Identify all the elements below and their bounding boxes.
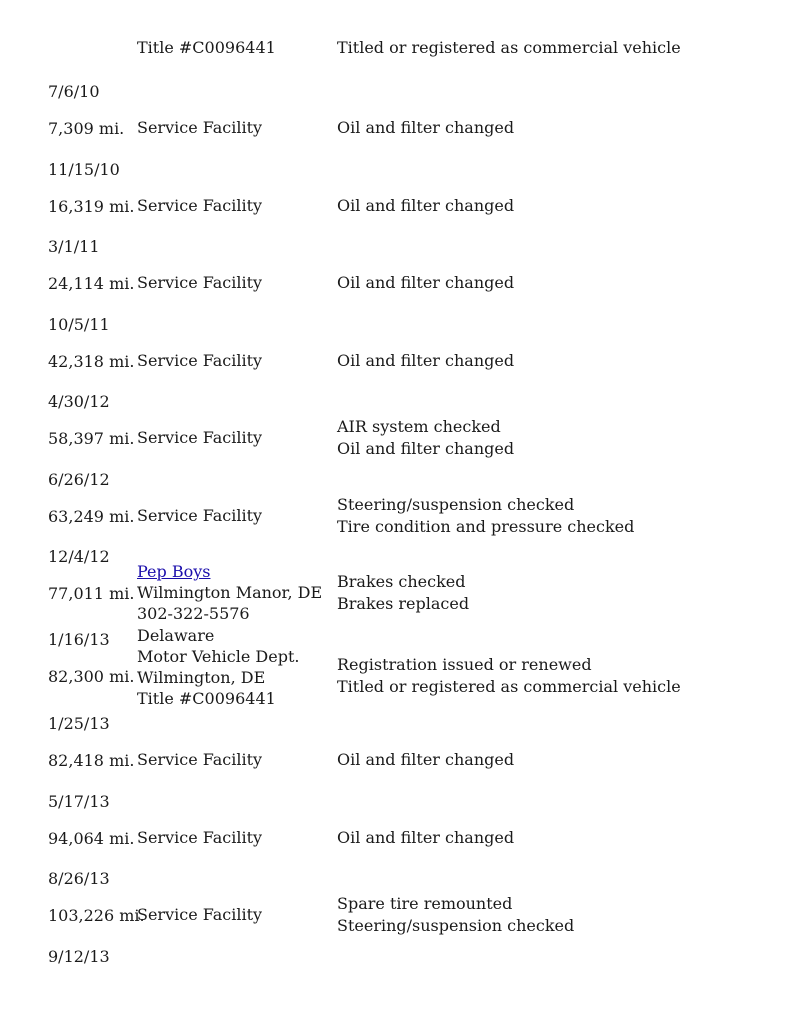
source-line: Delaware	[137, 626, 215, 645]
record-details	[337, 554, 777, 631]
record-mileage: 7,309 mi.	[48, 119, 125, 138]
record-date: 7/6/10	[48, 82, 100, 101]
record-details	[337, 89, 777, 166]
record-source	[137, 721, 332, 798]
history-row	[0, 868, 791, 945]
history-row	[0, 236, 791, 313]
record-date: 9/12/13	[48, 947, 110, 966]
detail-line: AIR system checked	[337, 417, 501, 436]
source-line: Service Facility	[137, 905, 263, 924]
record-source	[137, 876, 332, 953]
record-source	[137, 799, 332, 876]
detail-line: Tire condition and pressure checked	[337, 516, 635, 536]
history-row	[0, 791, 791, 868]
record-source	[137, 322, 332, 399]
record-details	[337, 167, 777, 244]
record-details	[337, 876, 777, 953]
record-source	[137, 624, 332, 710]
history-row	[0, 546, 791, 623]
detail-line: Oil and filter changed	[337, 438, 515, 458]
detail-line: Oil and filter changed	[337, 195, 515, 215]
record-details	[337, 799, 777, 876]
history-row	[0, 626, 791, 708]
detail-line: Oil and filter changed	[337, 272, 515, 292]
source-line: Service Facility	[137, 273, 263, 292]
source-line: Wilmington Manor, DE	[137, 583, 323, 602]
history-row	[0, 469, 791, 546]
history-row	[0, 81, 791, 158]
source-line: Wilmington, DE	[137, 668, 266, 687]
detail-line: Brakes checked	[337, 572, 466, 591]
history-row	[0, 713, 791, 790]
record-mileage: 58,397 mi.	[48, 429, 135, 448]
record-details	[337, 37, 777, 58]
record-mileage: 94,064 mi.	[48, 829, 135, 848]
source-line: Service Facility	[137, 196, 263, 215]
detail-line: Oil and filter changed	[337, 117, 515, 137]
source-line: Title #C0096441	[137, 38, 276, 57]
record-date: 11/15/10	[48, 160, 120, 179]
record-date: 1/25/13	[48, 714, 110, 733]
history-row	[0, 391, 791, 468]
source-line: Service Facility	[137, 428, 263, 447]
record-date: 5/17/13	[48, 792, 110, 811]
detail-line: Steering/suspension checked	[337, 495, 575, 514]
detail-line: Registration issued or renewed	[337, 655, 592, 674]
detail-line: Titled or registered as commercial vehicle	[337, 676, 681, 696]
record-mileage: 77,011 mi.	[48, 584, 135, 603]
record-details	[337, 637, 777, 714]
record-details	[337, 399, 777, 476]
record-source	[137, 244, 332, 321]
pep-boys-link[interactable]: Pep Boys	[137, 562, 211, 581]
record-mileage: 82,418 mi.	[48, 751, 135, 770]
record-details	[337, 244, 777, 321]
record-date: 12/4/12	[48, 547, 110, 566]
record-source	[137, 399, 332, 476]
record-date: 6/26/12	[48, 470, 110, 489]
record-mileage: 16,319 mi.	[48, 197, 135, 216]
record-source	[137, 37, 332, 58]
source-line: Service Facility	[137, 828, 263, 847]
history-row	[0, 946, 791, 1023]
detail-line: Oil and filter changed	[337, 350, 515, 370]
history-row	[0, 159, 791, 236]
detail-line: Brakes replaced	[337, 593, 470, 613]
source-line: Service Facility	[137, 750, 263, 769]
record-date: 8/26/13	[48, 869, 110, 888]
detail-line: Titled or registered as commercial vehicle	[337, 38, 681, 57]
history-row-title	[0, 0, 791, 77]
source-phone: 302-322-5576	[137, 604, 250, 623]
record-mileage: 63,249 mi.	[48, 507, 135, 526]
source-line: Title #C0096441	[137, 689, 276, 708]
source-line: Service Facility	[137, 351, 263, 370]
record-details	[337, 477, 777, 554]
record-source	[137, 554, 332, 631]
source-line: Service Facility	[137, 118, 263, 137]
record-details	[337, 322, 777, 399]
source-line: Service Facility	[137, 506, 263, 525]
record-mileage: 103,226 mi.	[48, 906, 145, 925]
history-row	[0, 314, 791, 391]
detail-line: Oil and filter changed	[337, 749, 515, 769]
record-source	[137, 477, 332, 554]
detail-line: Steering/suspension checked	[337, 915, 575, 935]
record-date: 10/5/11	[48, 315, 110, 334]
record-date: 4/30/12	[48, 392, 110, 411]
record-mileage: 82,300 mi.	[48, 667, 135, 686]
record-date: 3/1/11	[48, 237, 100, 256]
record-source	[137, 89, 332, 166]
detail-line: Spare tire remounted	[337, 894, 513, 913]
record-date: 1/16/13	[48, 630, 110, 649]
record-source	[137, 167, 332, 244]
record-mileage: 24,114 mi.	[48, 274, 135, 293]
record-mileage: 42,318 mi.	[48, 352, 135, 371]
record-details	[337, 721, 777, 798]
detail-line: Oil and filter changed	[337, 827, 515, 847]
source-line: Motor Vehicle Dept.	[137, 647, 300, 666]
